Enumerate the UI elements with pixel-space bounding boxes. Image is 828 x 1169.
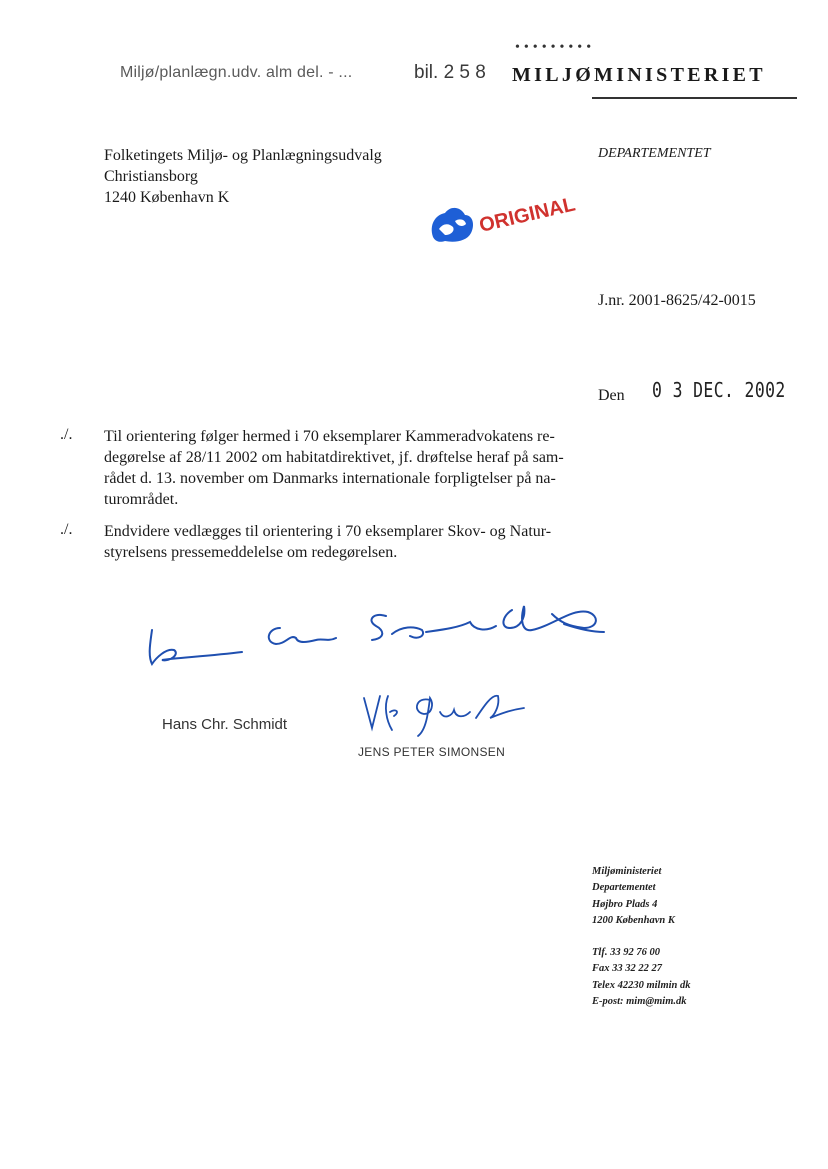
enclosure-marker: ./. <box>60 426 73 443</box>
department-label: DEPARTEMENTET <box>598 146 711 161</box>
contact-phone: Tlf. 33 92 76 00 <box>592 947 660 959</box>
date-stamp: 0 3 DEC. 2002 <box>652 378 786 402</box>
contact-org: Miljøministeriet <box>592 866 662 877</box>
paragraph-line: styrelsens pressemeddelelse om redegørelsen. <box>104 544 398 561</box>
journal-number: J.nr. 2001-8625/42-0015 <box>598 292 756 309</box>
contact-block <box>592 864 691 1010</box>
original-stamp-logo <box>432 208 473 242</box>
contact-street: Højbro Plads 4 <box>592 898 658 910</box>
contact-email: E-post: mim@mim.dk <box>592 996 687 1008</box>
paragraph-1 <box>104 426 584 510</box>
paragraph-2 <box>104 521 584 563</box>
addressee-line: Christiansborg <box>104 168 198 185</box>
signer-name-1: Hans Chr. Schmidt <box>162 716 288 733</box>
ministry-rule <box>592 97 797 99</box>
original-stamp <box>425 185 595 255</box>
signature-hans-chr-schmidt <box>140 598 610 673</box>
paragraph-line: rådet d. 13. november om Danmarks internationale forpligtelser på na- <box>104 470 556 487</box>
addressee-line: Folketingets Miljø- og Planlægningsudvalg <box>104 147 382 164</box>
paragraph-line: Endvidere vedlægges til orientering i 70 eksemplarer Skov- og Natur- <box>104 523 552 540</box>
header-dots: ••••••••• <box>515 40 596 55</box>
ministry-title: MILJØMINISTERIET <box>512 64 766 86</box>
addressee-line: 1240 København K <box>104 189 230 206</box>
contact-dept: Departementet <box>592 882 656 894</box>
signer-name-2: JENS PETER SIMONSEN <box>358 745 506 759</box>
signature-jens-peter-simonsen <box>360 690 535 740</box>
enclosure-marker: ./. <box>60 521 73 538</box>
contact-city: 1200 København K <box>592 914 675 926</box>
addressee-block <box>104 145 382 208</box>
paragraph-line: degørelse af 28/11 2002 om habitatdirektivet, jf. drøftelse heraf på sam- <box>104 449 564 466</box>
contact-gap <box>592 929 691 945</box>
paragraph-line: turområdet. <box>104 491 179 508</box>
original-stamp-text: ORIGINAL <box>477 193 578 237</box>
registration-stamp: Miljø/planlægn.udv. alm del. - ... <box>120 64 353 81</box>
date-label: Den <box>598 387 625 404</box>
paragraph-line: Til orientering følger hermed i 70 eksemplarer Kammeradvokatens re- <box>104 428 555 445</box>
bil-number: bil. 2 5 8 <box>414 62 486 83</box>
contact-fax: Fax 33 32 22 27 <box>592 963 663 975</box>
contact-telex: Telex 42230 milmin dk <box>592 979 691 991</box>
